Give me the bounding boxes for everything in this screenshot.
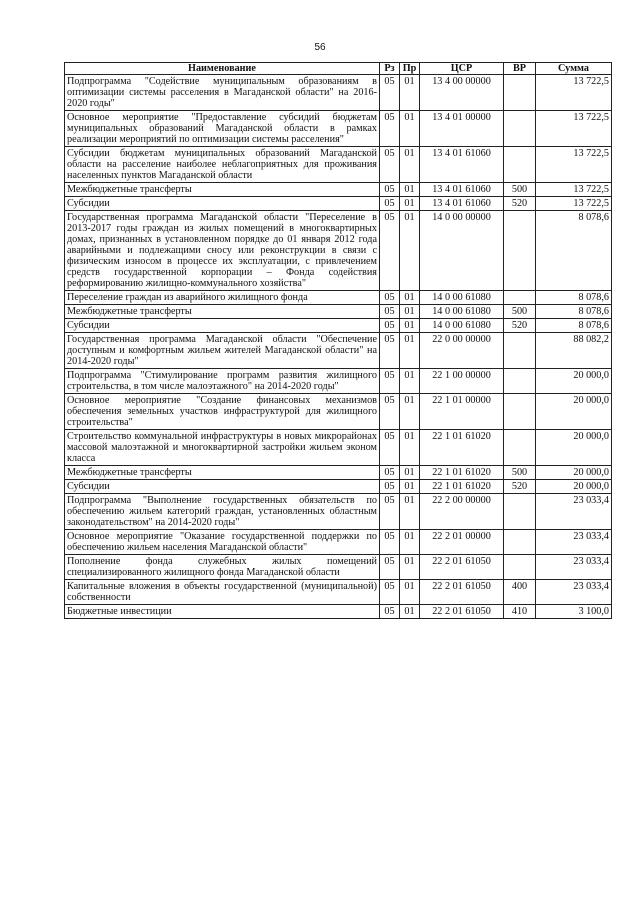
- cell-vr: [504, 75, 536, 111]
- cell-csr: 13 4 01 61060: [420, 183, 504, 197]
- cell-pr: 01: [400, 147, 420, 183]
- cell-vr: 400: [504, 580, 536, 605]
- cell-sum: 20 000,0: [536, 394, 612, 430]
- cell-vr: [504, 530, 536, 555]
- cell-vr: 520: [504, 480, 536, 494]
- table-row: [65, 480, 612, 494]
- cell-rz: 05: [380, 333, 400, 369]
- cell-name: Государственная программа Магаданской области "Переселение в 2013-2017 годы граждан из жилых помещений в многоквартирных домах, признанных в установленном порядке до 01 января 2012 года аварийными и подлежащими сносу или реконструкции в связи с физическим износом в процессе их эксплуатации, с привлечением средств государственной корпорации – Фонда содействия реформированию жилищно-коммунального хозяйства": [65, 211, 380, 291]
- table-row: [65, 466, 612, 480]
- table-row: [65, 605, 612, 619]
- table-row: [65, 211, 612, 291]
- cell-pr: 01: [400, 369, 420, 394]
- cell-vr: 520: [504, 319, 536, 333]
- cell-rz: 05: [380, 555, 400, 580]
- cell-rz: 05: [380, 183, 400, 197]
- cell-pr: 01: [400, 211, 420, 291]
- cell-sum: 20 000,0: [536, 430, 612, 466]
- cell-vr: [504, 369, 536, 394]
- cell-rz: 05: [380, 291, 400, 305]
- cell-rz: 05: [380, 305, 400, 319]
- cell-rz: 05: [380, 605, 400, 619]
- cell-csr: 22 1 01 00000: [420, 394, 504, 430]
- cell-sum: 8 078,6: [536, 319, 612, 333]
- table-header-row: [65, 63, 612, 75]
- cell-name: Субсидии: [65, 480, 380, 494]
- cell-pr: 01: [400, 430, 420, 466]
- cell-pr: 01: [400, 319, 420, 333]
- cell-sum: 13 722,5: [536, 197, 612, 211]
- cell-pr: 01: [400, 530, 420, 555]
- table-row: [65, 494, 612, 530]
- cell-pr: 01: [400, 333, 420, 369]
- cell-rz: 05: [380, 466, 400, 480]
- table-body: [65, 75, 612, 619]
- cell-rz: 05: [380, 319, 400, 333]
- cell-pr: 01: [400, 111, 420, 147]
- cell-name: Основное мероприятие "Предоставление субсидий бюджетам муниципальных образований Магаданской области в рамках реализации мероприятий по оптимизации системы расселения": [65, 111, 380, 147]
- cell-rz: 05: [380, 369, 400, 394]
- table-row: [65, 305, 612, 319]
- cell-rz: 05: [380, 147, 400, 183]
- cell-sum: 13 722,5: [536, 75, 612, 111]
- cell-name: Субсидии бюджетам муниципальных образований Магаданской области на расселение наиболее неблагоприятных для проживания населенных пунктов Магаданской области: [65, 147, 380, 183]
- cell-vr: [504, 555, 536, 580]
- cell-csr: 22 2 00 00000: [420, 494, 504, 530]
- cell-pr: 01: [400, 605, 420, 619]
- cell-csr: 14 0 00 61080: [420, 291, 504, 305]
- table-row: [65, 183, 612, 197]
- cell-sum: 8 078,6: [536, 305, 612, 319]
- cell-rz: 05: [380, 480, 400, 494]
- cell-name: Основное мероприятие "Создание финансовых механизмов обеспечения земельных участков инфраструктурой для жилищного строительства": [65, 394, 380, 430]
- cell-name: Подпрограмма "Содействие муниципальным образованиям в оптимизации системы расселения в Магаданской области" на 2016-2020 годы": [65, 75, 380, 111]
- table-row: [65, 369, 612, 394]
- cell-csr: 22 1 01 61020: [420, 480, 504, 494]
- cell-pr: 01: [400, 480, 420, 494]
- cell-rz: 05: [380, 580, 400, 605]
- header-pr: Пр: [400, 63, 420, 75]
- header-name: Наименование: [65, 63, 380, 75]
- cell-rz: 05: [380, 430, 400, 466]
- cell-name: Капитальные вложения в объекты государственной (муниципальной) собственности: [65, 580, 380, 605]
- table-row: [65, 291, 612, 305]
- cell-sum: 20 000,0: [536, 369, 612, 394]
- cell-rz: 05: [380, 211, 400, 291]
- cell-csr: 13 4 01 61060: [420, 197, 504, 211]
- cell-name: Государственная программа Магаданской области "Обеспечение доступным и комфортным жильем жителей Магаданской области" на 2014-2020 годы": [65, 333, 380, 369]
- cell-name: Бюджетные инвестиции: [65, 605, 380, 619]
- cell-pr: 01: [400, 494, 420, 530]
- cell-name: Субсидии: [65, 197, 380, 211]
- cell-sum: 20 000,0: [536, 480, 612, 494]
- cell-rz: 05: [380, 197, 400, 211]
- cell-csr: 22 1 00 00000: [420, 369, 504, 394]
- cell-pr: 01: [400, 555, 420, 580]
- cell-vr: [504, 333, 536, 369]
- table-row: [65, 333, 612, 369]
- cell-csr: 22 2 01 61050: [420, 555, 504, 580]
- cell-sum: 8 078,6: [536, 211, 612, 291]
- cell-rz: 05: [380, 530, 400, 555]
- table-row: [65, 555, 612, 580]
- cell-rz: 05: [380, 394, 400, 430]
- cell-vr: [504, 430, 536, 466]
- cell-csr: 14 0 00 61080: [420, 319, 504, 333]
- cell-sum: 8 078,6: [536, 291, 612, 305]
- cell-csr: 22 2 01 61050: [420, 605, 504, 619]
- cell-pr: 01: [400, 466, 420, 480]
- cell-pr: 01: [400, 183, 420, 197]
- cell-vr: [504, 291, 536, 305]
- cell-csr: 13 4 01 00000: [420, 111, 504, 147]
- cell-csr: 22 0 00 00000: [420, 333, 504, 369]
- cell-vr: [504, 494, 536, 530]
- cell-pr: 01: [400, 75, 420, 111]
- cell-name: Межбюджетные трансферты: [65, 183, 380, 197]
- cell-csr: 14 0 00 61080: [420, 305, 504, 319]
- cell-rz: 05: [380, 494, 400, 530]
- cell-name: Строительство коммунальной инфраструктуры в новых микрорайонах массовой малоэтажной и многоквартирной застройки жильем эконом класса: [65, 430, 380, 466]
- header-vr: ВР: [504, 63, 536, 75]
- cell-sum: 23 033,4: [536, 555, 612, 580]
- cell-vr: [504, 394, 536, 430]
- cell-rz: 05: [380, 75, 400, 111]
- table-row: [65, 580, 612, 605]
- cell-name: Межбюджетные трансферты: [65, 305, 380, 319]
- table-row: [65, 530, 612, 555]
- cell-vr: [504, 211, 536, 291]
- cell-sum: 23 033,4: [536, 530, 612, 555]
- table-row: [65, 197, 612, 211]
- cell-vr: 410: [504, 605, 536, 619]
- cell-sum: 3 100,0: [536, 605, 612, 619]
- table-row: [65, 75, 612, 111]
- cell-sum: 13 722,5: [536, 147, 612, 183]
- cell-pr: 01: [400, 305, 420, 319]
- table-row: [65, 319, 612, 333]
- cell-vr: [504, 147, 536, 183]
- cell-sum: 13 722,5: [536, 183, 612, 197]
- cell-vr: 520: [504, 197, 536, 211]
- cell-name: Подпрограмма "Выполнение государственных обязательств по обеспечению жильем категорий граждан, установленных областным законодательством" на 2014-2020 годы": [65, 494, 380, 530]
- cell-name: Подпрограмма "Стимулирование программ развития жилищного строительства, в том числе малоэтажного" на 2014-2020 годы": [65, 369, 380, 394]
- cell-vr: 500: [504, 466, 536, 480]
- cell-sum: 23 033,4: [536, 580, 612, 605]
- cell-rz: 05: [380, 111, 400, 147]
- cell-sum: 20 000,0: [536, 466, 612, 480]
- cell-csr: 22 1 01 61020: [420, 430, 504, 466]
- page-number: 56: [314, 42, 326, 53]
- cell-csr: 14 0 00 00000: [420, 211, 504, 291]
- cell-name: Субсидии: [65, 319, 380, 333]
- cell-vr: [504, 111, 536, 147]
- header-rz: Рз: [380, 63, 400, 75]
- cell-sum: 13 722,5: [536, 111, 612, 147]
- table-row: [65, 147, 612, 183]
- cell-csr: 13 4 00 00000: [420, 75, 504, 111]
- cell-name: Межбюджетные трансферты: [65, 466, 380, 480]
- cell-pr: 01: [400, 291, 420, 305]
- cell-csr: 22 2 01 61050: [420, 580, 504, 605]
- cell-name: Основное мероприятие "Оказание государственной поддержки по обеспечению жильем населения Магаданской области": [65, 530, 380, 555]
- table-row: [65, 111, 612, 147]
- cell-sum: 88 082,2: [536, 333, 612, 369]
- cell-csr: 13 4 01 61060: [420, 147, 504, 183]
- table-row: [65, 394, 612, 430]
- cell-name: Пополнение фонда служебных жилых помещений специализированного жилищного фонда Магаданской области: [65, 555, 380, 580]
- cell-csr: 22 2 01 00000: [420, 530, 504, 555]
- header-sum: Сумма: [536, 63, 612, 75]
- cell-pr: 01: [400, 394, 420, 430]
- header-csr: ЦСР: [420, 63, 504, 75]
- cell-csr: 22 1 01 61020: [420, 466, 504, 480]
- cell-vr: 500: [504, 183, 536, 197]
- table-row: [65, 430, 612, 466]
- cell-pr: 01: [400, 197, 420, 211]
- cell-sum: 23 033,4: [536, 494, 612, 530]
- cell-pr: 01: [400, 580, 420, 605]
- cell-vr: 500: [504, 305, 536, 319]
- budget-table: [64, 62, 612, 619]
- cell-name: Переселение граждан из аварийного жилищного фонда: [65, 291, 380, 305]
